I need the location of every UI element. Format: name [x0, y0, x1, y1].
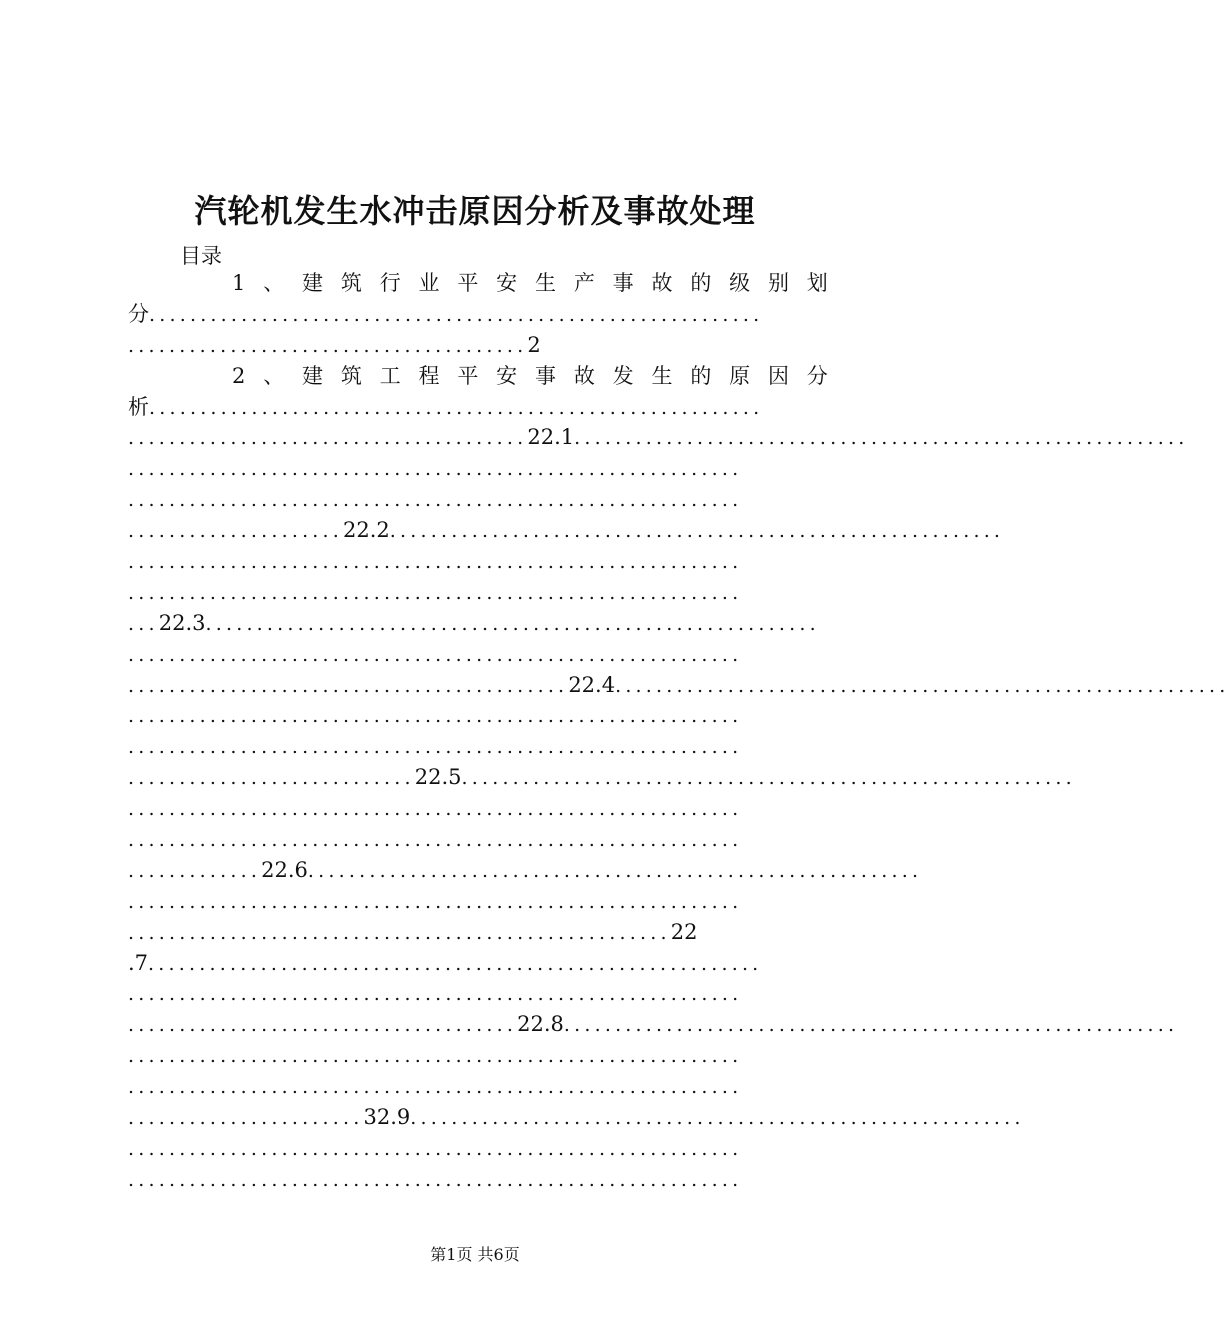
- toc-entry: 22.1: [527, 425, 575, 450]
- toc-entry: 22.2: [343, 518, 390, 543]
- toc-item-2-leader: 析............................................................: [128, 394, 764, 419]
- toc-entry: 22.8: [517, 1012, 564, 1037]
- toc-item-1-heading: 1 、 建 筑 行 业 平 安 生 产 事 故 的 级 别 划: [232, 271, 828, 295]
- toc-leader-line: ............................................................: [128, 1076, 743, 1099]
- toc-entry: 22.4: [568, 672, 616, 697]
- toc-entry: 32.9: [363, 1105, 411, 1130]
- toc-entry: 22.5: [414, 765, 462, 790]
- toc-entry: 22.6: [261, 857, 308, 882]
- page-footer: 第1页 共6页: [430, 1245, 520, 1264]
- toc-entry-line: ............................22.5............................................................: [128, 765, 1076, 790]
- toc-entry: 22: [670, 919, 698, 944]
- toc-label: 目录: [180, 244, 222, 268]
- toc-entry-line: .............22.6............................................................: [128, 857, 923, 882]
- toc-leader-line: ............................................................: [128, 581, 743, 604]
- toc-item-1-page: 2: [527, 332, 541, 357]
- toc-leader-line: ............................................................: [128, 1045, 743, 1068]
- toc-leader-line: ............................................................: [128, 705, 743, 728]
- toc-leader-line: ............................................................: [128, 551, 743, 574]
- toc-entry-line: .....................................................22: [128, 919, 698, 944]
- toc-entry: .7: [128, 950, 149, 975]
- toc-entry-line: ...22.3............................................................: [128, 610, 820, 635]
- toc-entry: 22.3: [158, 610, 206, 635]
- toc-entry-line: ...........................................22.4............................................................: [128, 672, 1229, 697]
- toc-leader-line: ............................................................: [128, 798, 743, 821]
- toc-entry-line: .....................22.2............................................................: [128, 518, 1005, 543]
- toc-leader-line: ............................................................: [128, 736, 743, 759]
- toc-leader-line: ............................................................: [128, 489, 743, 512]
- toc-item-2-heading: 2 、 建 筑 工 程 平 安 事 故 发 生 的 原 因 分: [232, 363, 828, 388]
- toc-entry-line: .7............................................................: [128, 950, 763, 975]
- toc-leader-line: ............................................................: [128, 890, 743, 913]
- toc-leader-line: ............................................................: [128, 458, 743, 481]
- document-title: 汽轮机发生水冲击原因分析及事故处理: [194, 192, 756, 230]
- toc-leader-line: ............................................................: [128, 829, 743, 852]
- toc-entry-line: .......................32.9............................................................: [128, 1105, 1025, 1130]
- toc-leader-line: ............................................................: [128, 983, 743, 1006]
- toc-item-1-leader: 分............................................................: [128, 301, 764, 326]
- toc-entry-line: .......................................22.1............................................................: [128, 425, 1189, 450]
- toc-entry-line: ......................................22.8............................................................: [128, 1012, 1179, 1037]
- toc-content: [128, 268, 1229, 1195]
- toc-leader-line: ............................................................: [128, 1168, 743, 1191]
- toc-item-1-page-line: .......................................2: [128, 332, 541, 357]
- toc-leader-line: ............................................................: [128, 1137, 743, 1160]
- toc-leader-line: ............................................................: [128, 643, 743, 666]
